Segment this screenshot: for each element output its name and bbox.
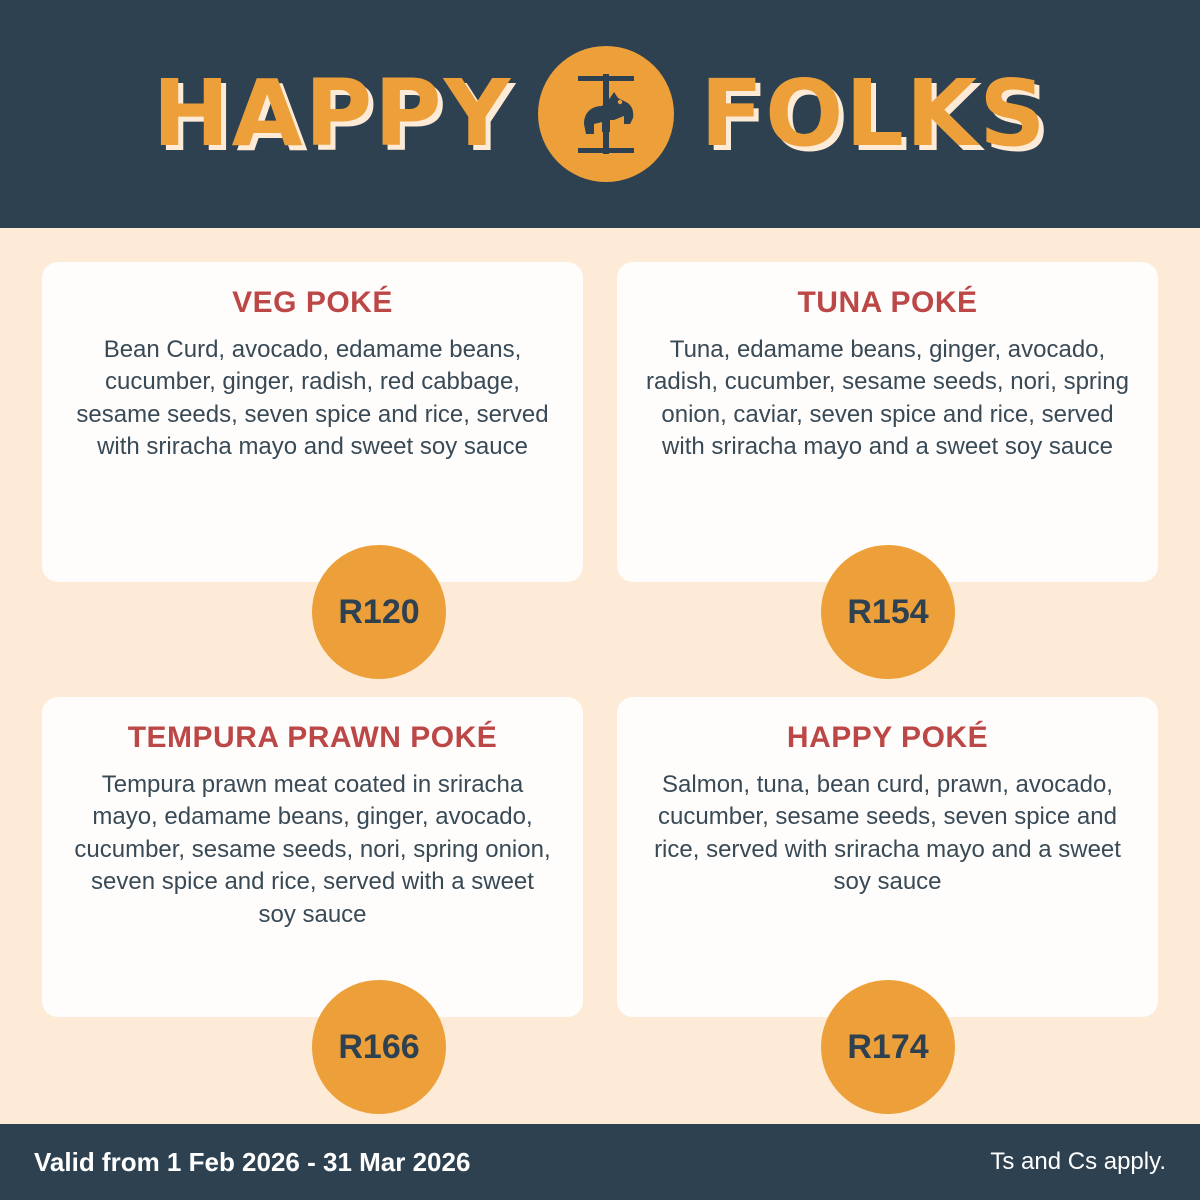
price-badge: R174	[821, 980, 955, 1114]
menu-card	[617, 697, 1158, 1017]
menu-item-veg-poke	[42, 262, 583, 679]
menu-item-happy-poke	[617, 697, 1158, 1114]
menu-grid	[0, 228, 1200, 1124]
menu-item-description: Tuna, edamame beans, ginger, avocado, radish, cucumber, sesame seeds, nori, spring onion, caviar, seven spice and rice, served with sriracha mayo and a sweet soy sauce	[646, 336, 1129, 461]
menu-item-title: VEG POKÉ	[232, 286, 393, 319]
price-badge: R166	[312, 980, 446, 1114]
menu-card	[617, 262, 1158, 582]
validity-text: Valid from 1 Feb 2026 - 31 Mar 2026	[34, 1146, 471, 1177]
poster-footer	[0, 1124, 1200, 1200]
poster-header	[0, 0, 1200, 228]
menu-item-tuna-poke	[617, 262, 1158, 679]
menu-item-description: Tempura prawn meat coated in sriracha mayo, edamame beans, ginger, avocado, cucumber, sesame seeds, nori, spring onion, seven spice and rice, served with a sweet soy sauce	[74, 771, 551, 928]
menu-item-description: Salmon, tuna, bean curd, prawn, avocado, cucumber, sesame seeds, seven spice and rice, served with sriracha mayo and a sweet soy sauce	[654, 771, 1121, 896]
menu-item-title: HAPPY POKÉ	[786, 721, 989, 754]
price-badge: R120	[312, 545, 446, 679]
brand-name-first: HAPPY	[152, 60, 513, 167]
price-badge: R154	[821, 545, 955, 679]
menu-card	[42, 262, 583, 582]
terms-text: Ts and Cs apply.	[990, 1148, 1166, 1175]
menu-item-title: TEMPURA PRAWN POKÉ	[127, 721, 498, 754]
menu-item-title: TUNA POKÉ	[797, 286, 978, 319]
carousel-horse-icon	[554, 62, 658, 166]
logo-badge	[538, 46, 674, 182]
menu-item-description: Bean Curd, avocado, edamame beans, cucumber, ginger, radish, red cabbage, sesame seeds, seven spice and rice, served with sriracha mayo and sweet soy sauce	[76, 336, 549, 461]
brand-name-second: FOLKS	[700, 60, 1048, 167]
menu-item-tempura-prawn-poke	[42, 697, 583, 1114]
menu-card	[42, 697, 583, 1017]
